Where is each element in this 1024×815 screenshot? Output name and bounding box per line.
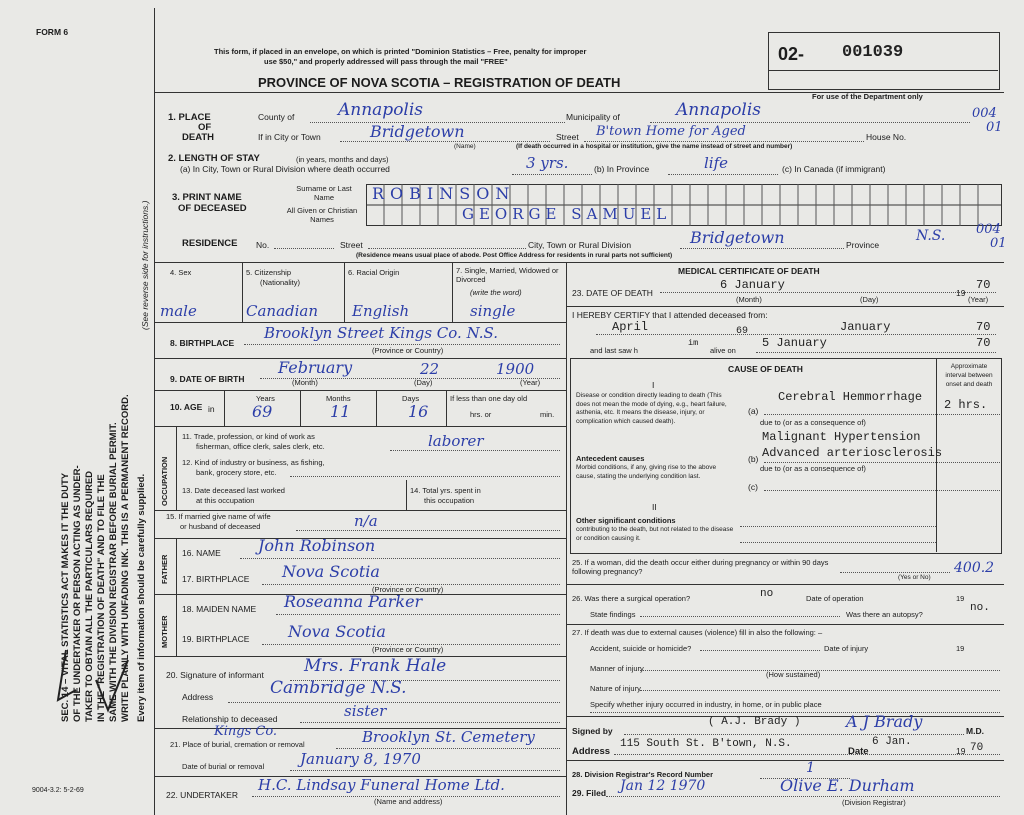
cause-part-2: II bbox=[652, 502, 657, 512]
signed-year-19: 19 bbox=[956, 746, 966, 756]
hospital-note: (If death occurred in a hospital or institution, give the name instead of street and number) bbox=[516, 143, 793, 150]
signed-date: 6 Jan. bbox=[872, 736, 912, 748]
surname-label: Surname or Last Name bbox=[296, 184, 352, 202]
given-value: GEORGE SAMUEL bbox=[462, 205, 672, 223]
place-death-label: DEATH bbox=[182, 132, 215, 143]
accident-label: Accident, suicide or homicide? bbox=[590, 644, 692, 653]
age-label: 10. AGE bbox=[170, 402, 203, 412]
last-seen-im: im bbox=[688, 338, 699, 348]
occ-13-label: 13. Date deceased last worked bbox=[182, 486, 285, 495]
specify-label: Specify whether injury occurred in industry, in home, or in public place bbox=[590, 700, 822, 709]
signer-name: ( A.J. Brady ) bbox=[708, 716, 801, 728]
attend-from-year: 69 bbox=[736, 326, 749, 337]
burial-place: Brooklyn St. Cemetery bbox=[362, 728, 535, 746]
informant-label: 20. Signature of informant bbox=[166, 670, 264, 680]
mother-side: MOTHER bbox=[160, 615, 169, 648]
sex-label: 4. Sex bbox=[170, 268, 192, 277]
occ-12-label: 12. Kind of industry or business, as fishing, bbox=[182, 458, 325, 467]
citizenship-sub: (Nationality) bbox=[260, 278, 301, 287]
mail-notice: This form, if placed in an envelope, on which is printed "Dominion Statistics – Free, penalty for improper bbox=[214, 47, 587, 56]
residence-province-value: N.S. bbox=[916, 228, 946, 244]
physician-signature: A J Brady bbox=[846, 712, 923, 731]
dob-month: February bbox=[278, 358, 353, 377]
other-conditions-text: contributing to the death, but not related to the disease or condition causing it. bbox=[576, 526, 734, 542]
nature-label: Nature of injury bbox=[590, 684, 641, 693]
father-birthplace-label: 17. BIRTHPLACE bbox=[182, 574, 250, 584]
undertaker-value: H.C. Lindsay Funeral Home Ltd. bbox=[258, 776, 505, 794]
interval-label: Approximate interval between onset and death bbox=[945, 363, 993, 388]
cause-part-1: I bbox=[652, 380, 655, 390]
name-note: (Name) bbox=[454, 143, 476, 150]
due-to-2: due to (or as a consequence of) bbox=[760, 464, 866, 473]
occupation-side: OCCUPATION bbox=[160, 456, 169, 506]
stay-sub: (in years, months and days) bbox=[296, 155, 389, 164]
stay-b-value: life bbox=[704, 154, 729, 172]
certify-label: I HEREBY CERTIFY that I attended deceased from: bbox=[572, 310, 768, 320]
racial-label: 6. Racial Origin bbox=[348, 268, 400, 277]
autopsy-value: no. bbox=[970, 602, 990, 614]
surname-value: ROBINSON bbox=[372, 184, 516, 203]
form-title: PROVINCE OF NOVA SCOTIA – REGISTRATION OF DEATH bbox=[258, 75, 621, 90]
operation-date-label: Date of operation bbox=[806, 594, 864, 603]
min-label: min. bbox=[540, 410, 555, 419]
mother-birthplace-label: 19. BIRTHPLACE bbox=[182, 634, 250, 644]
dob-label: 9. DATE OF BIRTH bbox=[170, 374, 245, 384]
surgery-value: no bbox=[760, 588, 774, 600]
form-number: FORM 6 bbox=[36, 27, 69, 37]
filed-date: Jan 12 1970 bbox=[620, 778, 706, 794]
spouse-value: n/a bbox=[354, 512, 378, 530]
death-month-sub: (Month) bbox=[736, 295, 762, 304]
cause-b-value-1: Malignant Hypertension bbox=[762, 430, 921, 444]
last-seen-label: and last saw h bbox=[590, 346, 638, 355]
side-notice-7: Every item of information should be carefully supplied. bbox=[136, 473, 147, 722]
relationship-label: Relationship to deceased bbox=[182, 714, 278, 724]
racial-value: English bbox=[352, 302, 410, 320]
death-date-label: 23. DATE OF DEATH bbox=[572, 288, 653, 298]
name-label-2: OF DECEASED bbox=[178, 203, 247, 214]
burial-date-label: Date of burial or removal bbox=[182, 762, 265, 771]
death-date-value: 6 January bbox=[720, 278, 785, 292]
residence-street-label: Street bbox=[340, 240, 363, 250]
burial-label: 21. Place of burial, cremation or removal bbox=[170, 740, 305, 749]
informant-address-value: Cambridge N.S. bbox=[270, 678, 407, 698]
surgery-label: 26. Was there a surgical operation? bbox=[572, 594, 691, 603]
occ-11-label: 11. Trade, profession, or kind of work as bbox=[182, 432, 315, 441]
code-2: 01 bbox=[986, 120, 1003, 135]
side-notice-1: SEC. 14 – VITAL STATISTICS ACT MAKES IT THE DUTY bbox=[60, 472, 71, 722]
record-number: 1 bbox=[806, 760, 815, 776]
place-label: 1. PLACE bbox=[168, 112, 211, 123]
city-label: If in City or Town bbox=[258, 132, 321, 142]
given-label: All Given or Christian Names bbox=[286, 206, 358, 224]
dob-day-sub: (Day) bbox=[414, 378, 433, 387]
undertaker-label: 22. UNDERTAKER bbox=[166, 790, 238, 800]
record-number-label: 28. Division Registrar's Record Number bbox=[572, 770, 713, 779]
citizenship-value: Canadian bbox=[246, 302, 319, 320]
antecedent-text: Morbid conditions, if any, giving rise to the above cause, stating the underlying condition last. bbox=[576, 464, 717, 480]
stay-a-value: 3 yrs. bbox=[526, 154, 569, 172]
informant-address-label: Address bbox=[182, 692, 214, 702]
side-notice-4: IN THE "REGISTRATION OF DEATH" AND TO FILE THE bbox=[96, 474, 107, 722]
dob-year: 1900 bbox=[496, 360, 535, 378]
age-in: in bbox=[208, 404, 215, 414]
relationship-value: sister bbox=[344, 702, 387, 720]
residence-province-label: Province bbox=[846, 240, 880, 250]
marital-value: single bbox=[470, 302, 516, 320]
injury-year-19: 19 bbox=[956, 644, 965, 653]
father-side: FATHER bbox=[160, 554, 169, 584]
months-label: Months bbox=[326, 394, 351, 403]
dob-month-sub: (Month) bbox=[292, 378, 318, 387]
stay-b-label: (b) In Province bbox=[594, 164, 650, 174]
death-day-sub: (Day) bbox=[860, 295, 879, 304]
physician-address: 115 South St. B'town, N.S. bbox=[620, 738, 792, 750]
occ-13-label-b: at this occupation bbox=[196, 496, 255, 505]
house-label: House No. bbox=[866, 132, 907, 142]
pregnancy-label: 25. If a woman, did the death occur either during pregnancy or within 90 days following pregnancy? bbox=[572, 558, 829, 576]
burial-county: Kings Co. bbox=[214, 724, 278, 739]
filed-label: 29. Filed bbox=[572, 788, 607, 798]
yes-no-label: (Yes or No) bbox=[898, 574, 931, 581]
due-to-1: due to (or as a consequence of) bbox=[760, 418, 866, 427]
signed-year: 70 bbox=[970, 742, 984, 754]
registration-prefix: 02- bbox=[778, 44, 805, 64]
registration-number: 001039 bbox=[842, 43, 904, 62]
mother-name-value: Roseanna Parker bbox=[284, 592, 423, 611]
code-1: 004 bbox=[972, 106, 997, 121]
side-notice-3: TAKER TO OBTAIN ALL THE PARTICULARS REQUIRED bbox=[84, 470, 95, 722]
occupation-value: laborer bbox=[428, 432, 484, 450]
cause-b-label: (b) bbox=[748, 454, 759, 464]
county-value: Annapolis bbox=[338, 100, 424, 120]
attend-to-month: January bbox=[840, 320, 891, 334]
how-sustained: (How sustained) bbox=[766, 670, 821, 679]
father-name-label: 16. NAME bbox=[182, 548, 221, 558]
residence-no-label: No. bbox=[256, 240, 270, 250]
attend-from-month: April bbox=[612, 320, 649, 334]
external-causes-label: 27. If death was due to external causes (violence) fill in also the following: – bbox=[572, 628, 823, 637]
spouse-label: 15. If married give name of wife bbox=[166, 512, 271, 521]
cause-a-label: (a) bbox=[748, 406, 759, 416]
dob-day: 22 bbox=[420, 360, 440, 378]
residence-note: (Residence means usual place of abode. Post Office Address for residents in rural parts not sufficient) bbox=[356, 252, 673, 259]
residence-label: RESIDENCE bbox=[182, 238, 238, 249]
occ-12-label-b: bank, grocery store, etc. bbox=[196, 468, 277, 477]
attend-to-year: 70 bbox=[976, 320, 991, 334]
physician-address-label: Address bbox=[572, 746, 611, 757]
marital-sub: (write the word) bbox=[470, 288, 522, 297]
autopsy-label: Was there an autopsy? bbox=[846, 610, 923, 619]
side-notice-6: WRITE PLAINLY WITH UNFADING INK. THIS IS A PERMANENT RECORD. bbox=[120, 394, 131, 722]
signed-by-label: Signed by bbox=[572, 726, 613, 736]
name-label: 3. PRINT NAME bbox=[172, 192, 242, 203]
alive-on-label: alive on bbox=[710, 346, 736, 355]
signed-date-label: Date bbox=[848, 746, 869, 757]
cause-c-label: (c) bbox=[748, 482, 758, 492]
dob-year-sub: (Year) bbox=[520, 378, 541, 387]
cause-b-value-2: Advanced arteriosclerosis bbox=[762, 446, 943, 460]
occ-11-label-b: fisherman, office clerk, sales clerk, etc. bbox=[196, 442, 325, 451]
sex-value: male bbox=[160, 302, 197, 320]
side-notice-5: SAME WITH THE DIVISION REGISTRAR BEFORE BURIAL PERMIT. bbox=[108, 422, 119, 722]
last-seen-date: 5 January bbox=[762, 336, 827, 350]
birthplace-value: Brooklyn Street Kings Co. N.S. bbox=[264, 324, 499, 342]
manner-label: Manner of injury bbox=[590, 664, 644, 673]
hrs-label: hrs. or bbox=[470, 410, 492, 419]
birthplace-label: 8. BIRTHPLACE bbox=[170, 338, 235, 348]
code-4: 01 bbox=[990, 236, 1007, 251]
side-notice-8: (See reverse side for instructions.) bbox=[140, 200, 150, 330]
antecedent-label: Antecedent causes bbox=[576, 454, 645, 463]
death-year-19: 19 bbox=[956, 288, 966, 298]
age-days: 16 bbox=[408, 402, 429, 421]
informant-value: Mrs. Frank Hale bbox=[304, 656, 447, 676]
mother-birthplace-value: Nova Scotia bbox=[288, 622, 386, 641]
undertaker-sub: (Name and address) bbox=[374, 797, 443, 806]
registrar-sub: (Division Registrar) bbox=[842, 798, 906, 807]
stay-label: 2. LENGTH OF STAY bbox=[168, 153, 260, 164]
city-value: Bridgetown bbox=[370, 122, 465, 141]
medical-title: MEDICAL CERTIFICATE OF DEATH bbox=[678, 266, 820, 276]
years-label: Years bbox=[256, 394, 275, 403]
side-notice-2: OF THE UNDERTAKER OR PERSON ACTING AS UNDER- bbox=[72, 465, 83, 722]
registrar-signature: Olive E. Durham bbox=[780, 776, 915, 795]
municipality-label: Municipality of bbox=[566, 112, 620, 122]
occ-14-label: 14. Total yrs. spent in bbox=[410, 486, 481, 495]
burial-date: January 8, 1970 bbox=[300, 750, 421, 768]
pregnancy-value: 400.2 bbox=[954, 560, 995, 576]
stay-c-label: (c) In Canada (if immigrant) bbox=[782, 164, 886, 174]
last-seen-year: 70 bbox=[976, 336, 991, 350]
days-label: Days bbox=[402, 394, 420, 403]
mail-notice-2: use $50," and properly addressed will pass through the mail "FREE" bbox=[264, 57, 508, 66]
street-value: B'town Home for Aged bbox=[596, 124, 746, 139]
mother-birthplace-sub: (Province or Country) bbox=[372, 645, 444, 654]
operation-year-19: 19 bbox=[956, 594, 965, 603]
cause-a-interval: 2 hrs. bbox=[944, 398, 988, 412]
md-label: M.D. bbox=[966, 726, 984, 736]
print-code: 9004-3.2: 5-2-69 bbox=[32, 787, 84, 794]
cause-title: CAUSE OF DEATH bbox=[728, 364, 803, 374]
age-months: 11 bbox=[330, 402, 351, 421]
county-label: County of bbox=[258, 112, 295, 122]
less-than-day: If less than one day old bbox=[450, 394, 528, 403]
place-of-label: OF bbox=[198, 122, 212, 133]
occ-14-label-b: this occupation bbox=[424, 496, 475, 505]
residence-city-label: City, Town or Rural Division bbox=[528, 240, 632, 250]
municipality-value: Annapolis bbox=[676, 100, 762, 120]
citizenship-label: 5. Citizenship bbox=[246, 268, 292, 277]
death-year-value: 70 bbox=[976, 278, 991, 292]
father-birthplace-sub: (Province or Country) bbox=[372, 585, 444, 594]
cause-a-value: Cerebral Hemmorrhage bbox=[778, 390, 923, 404]
death-year-sub: (Year) bbox=[968, 295, 989, 304]
mother-name-label: 18. MAIDEN NAME bbox=[182, 604, 257, 614]
street-label: Street bbox=[556, 132, 579, 142]
marital-label: 7. Single, Married, Widowed or Divorced bbox=[456, 266, 559, 284]
injury-date-label: Date of injury bbox=[824, 644, 869, 653]
department-use: For use of the Department only bbox=[812, 92, 923, 101]
age-years: 69 bbox=[252, 402, 273, 421]
handwritten-mark bbox=[36, 640, 136, 720]
father-birthplace-value: Nova Scotia bbox=[282, 562, 380, 581]
code-3: 004 bbox=[976, 222, 1001, 237]
disease-label: Disease or condition directly leading to death (This does not mean the mode of dying, e.g., heart failure, asthenia, etc. It means the disease, injury, or complication which caused death). bbox=[576, 392, 727, 425]
birthplace-sub: (Province or Country) bbox=[372, 346, 444, 355]
stay-a-label: (a) In City, Town or Rural Division where death occurred bbox=[180, 164, 390, 174]
spouse-label-b: or husband of deceased bbox=[180, 522, 261, 531]
father-name-value: John Robinson bbox=[258, 536, 376, 555]
findings-label: State findings bbox=[590, 610, 636, 619]
other-conditions-label: Other significant conditions bbox=[576, 516, 676, 525]
residence-city-value: Bridgetown bbox=[690, 228, 785, 247]
